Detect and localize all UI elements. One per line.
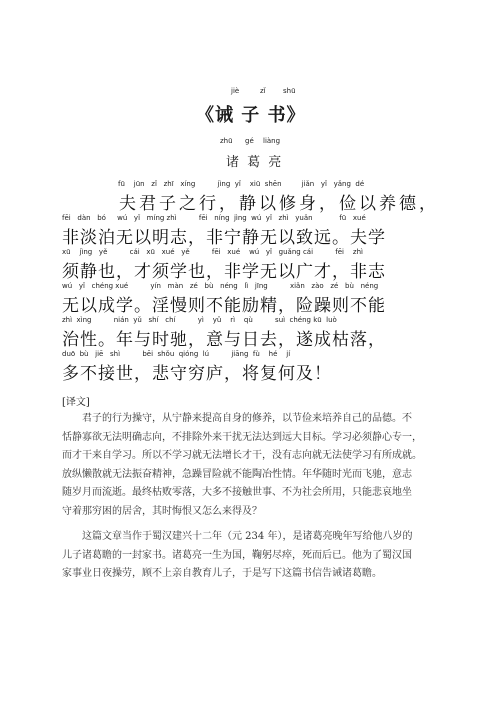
poem-pinyin-line: xū jìng yě cái xū xué yě fēi xué wú yǐ guǎng cái fēi zhì bbox=[62, 248, 363, 256]
author-pinyin-1: zhū bbox=[220, 137, 233, 145]
translation-line: 守着那穷困的居舍，其时悔恨又怎么来得及？ bbox=[62, 505, 262, 517]
poem-line: 须静也，才须学也，非学无以广才，非志 bbox=[62, 262, 386, 282]
poem-line: 治性。年与时驰，意与日去，遂成枯落， bbox=[62, 330, 386, 350]
translation-line: 君子的行为操守，从宁静来提高自身的修养，以节俭来培养自己的品德。不 bbox=[82, 413, 412, 424]
translation-line: 恬静寡欲无法明确志向，不排除外来干扰无法达到远大目标。学习必须静心专一， bbox=[62, 431, 422, 443]
translation-line: 而才干来自学习。所以不学习就无法增长才干，没有志向就无法使学习有所成就。 bbox=[62, 450, 422, 461]
poem-pinyin-line: zhì xìng nián yǔ shí chí yì yǔ rì qù suì chéng kū luò bbox=[62, 316, 337, 324]
title-pinyin-1: jiè bbox=[231, 87, 240, 95]
background-line: 儿子诸葛瞻的一封家书。诸葛亮一生为国，鞠躬尽瘁，死而后已。他为了蜀汉国 bbox=[62, 549, 412, 561]
background-line: 这篇文章当作于蜀汉建兴十二年（元 234 年），是诸葛亮晚年写给他八岁的 bbox=[82, 531, 413, 542]
title-pinyin-3: shū bbox=[283, 87, 296, 95]
essay-title: 《诫 子 书》 bbox=[196, 105, 306, 126]
translation-line: 随岁月而流逝。最终枯败零落，大多不接触世事、不为社会所用，只能悲哀地坐 bbox=[62, 487, 412, 498]
poem-line: 无以成学。淫慢则不能励精，险躁则不能 bbox=[62, 296, 386, 316]
translation-label: [译文] bbox=[62, 397, 90, 408]
poem-line: 非淡泊无以明志，非宁静无以致远。夫学 bbox=[62, 228, 386, 248]
author-pinyin-2: gé bbox=[245, 137, 254, 145]
poem-pinyin-line: fū jūn zǐ zhī xíng jìng yǐ xiū shēn jiǎn yǐ yǎng dé bbox=[118, 180, 365, 188]
title-pinyin-2: zǐ bbox=[260, 87, 266, 95]
author-name: 诸 葛 亮 bbox=[226, 155, 284, 170]
background-line: 家事业日夜操劳，顾不上亲自教育儿子，于是写下这篇书信告诫诸葛瞻。 bbox=[62, 568, 382, 579]
translation-line: 放纵懒散就无法振奋精神，急躁冒险就不能陶冶性情。年华随时光而飞驰，意志 bbox=[62, 468, 412, 480]
poem-line: 多不接世，悲守穷庐，将复何及！ bbox=[62, 364, 332, 384]
poem-pinyin-line: fēi dàn bó wú yǐ míng zhì fēi níng jìng wú yǐ zhì yuǎn fū xué bbox=[62, 214, 366, 222]
author-pinyin-3: liàng bbox=[263, 137, 281, 145]
poem-pinyin-line: wú yǐ chéng xué yín màn zé bù néng lì jīng xiǎn zào zé bù néng bbox=[62, 282, 379, 290]
poem-pinyin-line: duō bù jiē shì bēi shǒu qióng lú jiāng fù hé jí bbox=[62, 350, 291, 358]
poem-line: 夫君子之行，静以修身，俭以养德， bbox=[119, 194, 439, 214]
